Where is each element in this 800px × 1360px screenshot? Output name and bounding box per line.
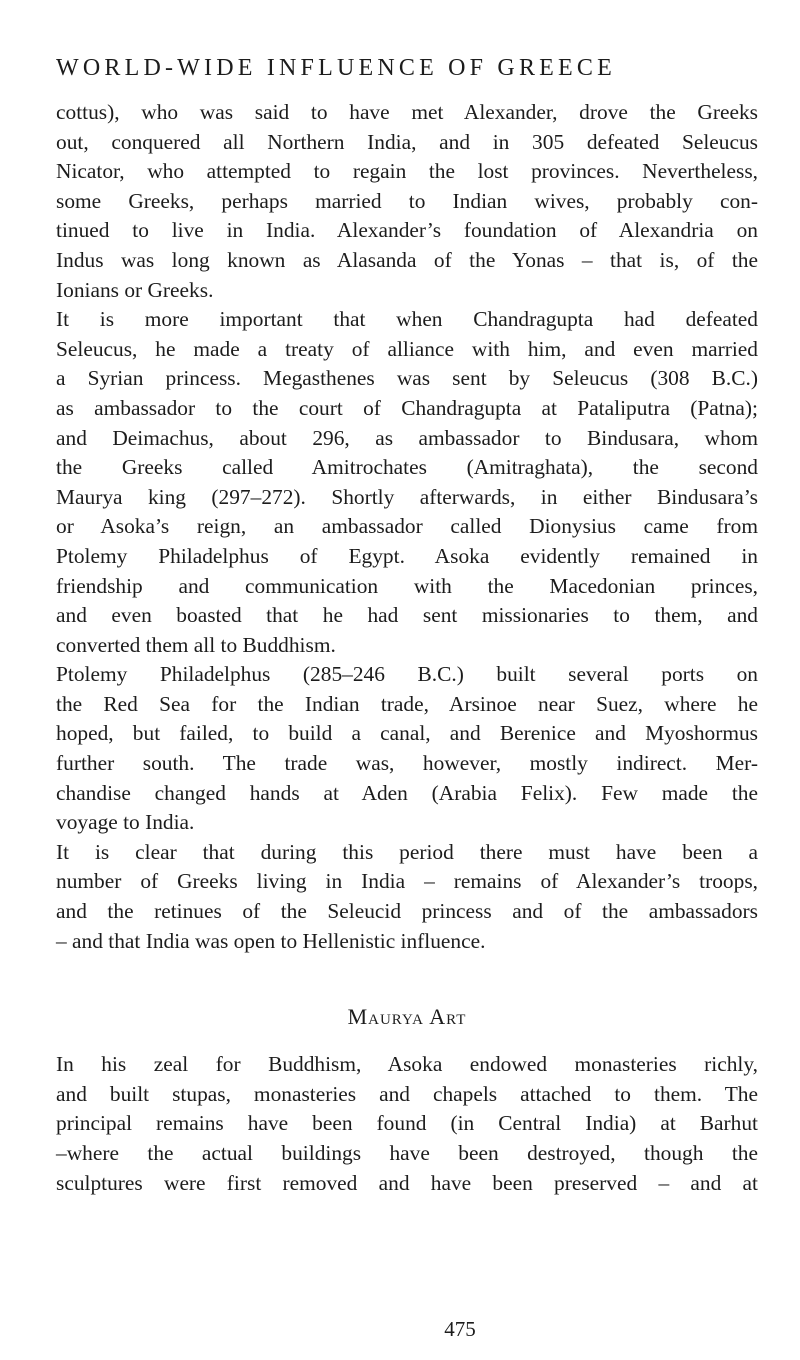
text-line: as ambassador to the court of Chandragupta at Pataliputra (Patna); (56, 395, 758, 420)
text-line: Ionians or Greeks. (56, 277, 214, 302)
paragraph-1 (56, 98, 758, 305)
text-line: friendship and communication with the Macedonian princes, (56, 573, 758, 598)
text-line: converted them all to Buddhism. (56, 632, 336, 657)
text-line: the Greeks called Amitrochates (Amitraghata), the second (56, 455, 758, 480)
text-line: Seleucus, he made a treaty of alliance with him, and even married (56, 336, 758, 361)
text-line: and Deimachus, about 296, as ambassador to Bindusara, whom (56, 425, 758, 450)
text-line: It is clear that during this period there must have been a (56, 839, 758, 864)
text-line: It is more important that when Chandragupta had defeated (56, 307, 758, 332)
text-line: Maurya king (297–272). Shortly afterwards, in either Bindusara’s (56, 484, 758, 509)
text-line: tinued to live in India. Alexander’s foundation of Alexandria on (56, 218, 758, 243)
body-text (56, 98, 758, 1198)
section-heading: Maurya Art (347, 1004, 467, 1030)
text-line: and the retinues of the Seleucid princess and of the ambassadors (56, 899, 758, 924)
text-line: –where the actual buildings have been destroyed, though the (56, 1141, 758, 1165)
text-line: and even boasted that he had sent missionaries to them, and (56, 603, 758, 628)
text-line: or Asoka’s reign, an ambassador called Dionysius came from (56, 514, 758, 539)
text-line: voyage to India. (56, 810, 195, 835)
running-head: WORLD-WIDE INFLUENCE OF GREECE (56, 55, 616, 81)
text-line: chandise changed hands at Aden (Arabia Felix). Few made the (56, 780, 758, 805)
text-line: Ptolemy Philadelphus of Egypt. Asoka evidently remained in (56, 543, 758, 568)
text-line: some Greeks, perhaps married to Indian wives, probably con- (56, 188, 758, 213)
paragraph-3 (56, 660, 758, 838)
text-line: sculptures were first removed and have been preserved – and at (56, 1170, 758, 1195)
text-line: out, conquered all Northern India, and in 305 defeated Seleucus (56, 129, 758, 154)
paragraph-5 (56, 1050, 758, 1198)
text-line: a Syrian princess. Megasthenes was sent by Seleucus (308 B.C.) (56, 366, 758, 391)
text-line: Ptolemy Philadelphus (285–246 B.C.) built several ports on (56, 662, 758, 687)
text-line: cottus), who was said to have met Alexander, drove the Greeks (56, 100, 758, 124)
page-number: 475 (444, 1317, 476, 1341)
text-line: number of Greeks living in India – remains of Alexander’s troops, (56, 869, 758, 894)
text-line: and built stupas, monasteries and chapels attached to them. The (56, 1081, 758, 1106)
text-line: further south. The trade was, however, mostly indirect. Mer- (56, 751, 758, 776)
text-line: Nicator, who attempted to regain the lost provinces. Nevertheless, (56, 159, 758, 184)
paragraph-4 (56, 838, 758, 956)
paragraph-2 (56, 305, 758, 660)
text-line: principal remains have been found (in Central India) at Barhut (56, 1111, 758, 1136)
book-page (56, 52, 758, 1198)
text-line: the Red Sea for the Indian trade, Arsinoe near Suez, where he (56, 691, 758, 716)
text-line: hoped, but failed, to build a canal, and Berenice and Myoshormus (56, 721, 758, 746)
text-line: Indus was long known as Alasanda of the Yonas – that is, of the (56, 247, 758, 272)
text-line: In his zeal for Buddhism, Asoka endowed monasteries richly, (56, 1052, 758, 1077)
text-line: – and that India was open to Hellenistic influence. (56, 928, 486, 953)
